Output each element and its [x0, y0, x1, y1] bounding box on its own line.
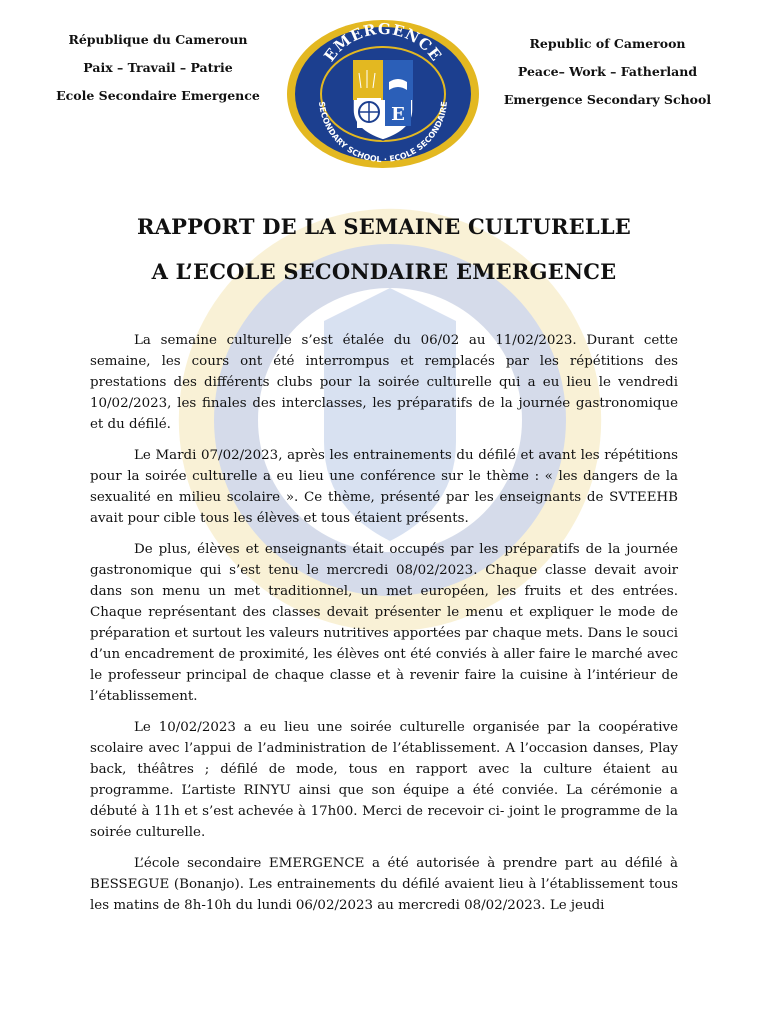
motto-fr: Paix – Travail – Patrie: [83, 60, 233, 75]
header-right: [500, 30, 715, 114]
paragraph: Le Mardi 07/02/2023, après les entrainements du défilé et avant les répétitions pour la soirée culturelle a eu lieu une conférence sur le thème : « les dangers de la sexualité en milieu scolaire ». Ce thème, présenté par les enseignants de SVTEEHB avait pour cible tous les élèves et tous étaient présents.: [90, 448, 678, 526]
svg-text:SECONDARY SCHOOL · ECOLE SECON: SECONDARY SCHOOL · ECOLE SECONDAIRE: [317, 100, 449, 165]
svg-text:EMERGENCE: EMERGENCE: [320, 19, 446, 65]
paragraph: La semaine culturelle s’est étalée du 06/02 au 11/02/2023. Durant cette semaine, les cours ont été interrompus et remplacés par les répétitions des prestations des différents clubs pour la soirée culturelle qui a eu lieu le vendredi 10/02/2023, les finales des interclasses, les préparatifs de la journée gastronomique et du défilé.: [90, 333, 678, 432]
paragraph: L’école secondaire EMERGENCE a été autorisée à prendre part au défilé à BESSEGUE (Bonanjo). Les entrainements du défilé avaient lieu à l’établissement tous les matins de 8h-10h du lundi 06/02/2023 au mercredi 08/02/2023. Le jeudi: [90, 856, 678, 913]
report-title-line2: A L’ECOLE SECONDAIRE EMERGENCE: [151, 259, 617, 284]
logo-letter: E: [391, 104, 405, 125]
school-name-en: Emergence Secondary School: [503, 92, 712, 107]
report-body: [90, 330, 678, 926]
school-name-fr: Ecole Secondaire Emergence: [56, 88, 260, 103]
motto-en: Peace– Work – Fatherland: [517, 64, 698, 79]
report-title-line1: RAPPORT DE LA SEMAINE CULTURELLE: [136, 214, 631, 239]
header-left: [48, 26, 268, 110]
paragraph: De plus, élèves et enseignants était occupés par les préparatifs de la journée gastronomique qui s’est tenu le mercredi 08/02/2023. Chaque classe devait avoir dans son menu un met traditionnel, un met européen, les fruits et des entrées. Chaque représentant des classes devait présenter le menu et expliquer le mode de préparation et surtout les valeurs nutritives apportées par chaque mets. Dans le souci d’un encadrement de proximité, les élèves ont été conviés à aller faire le marché avec le professeur principal de chaque classe et à revenir faire la cuisine à l’intérieur de l’établissement.: [90, 542, 678, 704]
country-name-en: Republic of Cameroon: [529, 36, 686, 51]
paragraph: Le 10/02/2023 a eu lieu une soirée culturelle organisée par la coopérative scolaire avec l’appui de l’administration de l’établissement. A l’occasion danses, Play back, théâtres ; défilé de mode, tous en rapport avec la culture étaient au programme. L’artiste RINYU ainsi que son équipe a été conviée. La cérémonie a débuté à 11h et s’est achevée à 17h00. Merci de recevoir ci- joint le programme de la soirée culturelle.: [90, 720, 678, 840]
country-name-fr: République du Cameroun: [68, 32, 248, 47]
school-logo: [285, 18, 481, 170]
